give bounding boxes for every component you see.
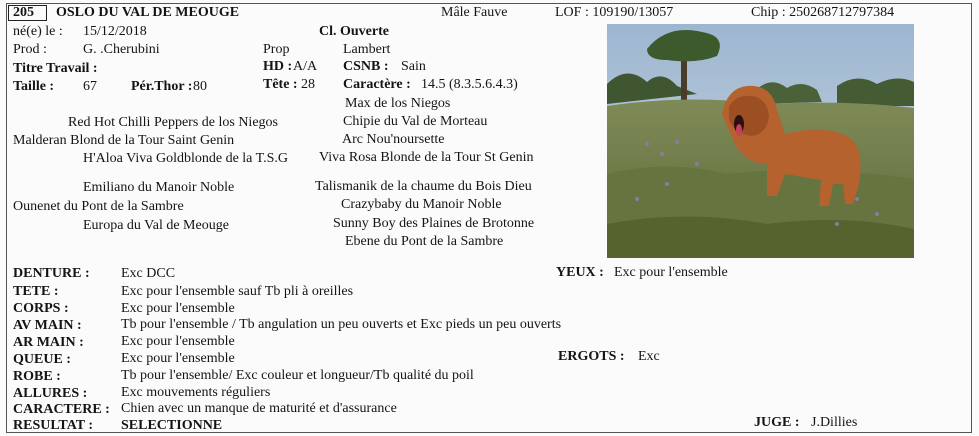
born-label: né(e) le : [13,24,63,39]
pedigree-g2: H'Aloa Viva Goldblonde de la T.S.G [83,151,289,166]
dog-name: OSLO DU VAL DE MEOUGE [56,5,240,20]
yeux-value: Exc pour l'ensemble [614,265,728,280]
eval-label-allures: ALLURES : [13,386,88,401]
prod-label: Prod : [13,42,47,57]
eval-value-queue: Exc pour l'ensemble [121,351,235,366]
yeux-label: YEUX : [556,265,604,280]
pedigree-gg6: Crazybaby du Manoir Noble [341,197,502,212]
eval-label-resultat: RESULTAT : [13,418,94,433]
sex-color: Mâle Fauve [441,5,508,20]
juge-label: JUGE : [754,415,800,430]
taille-label: Taille : [13,79,55,94]
titre-travail-label: Titre Travail : [13,61,98,76]
tete-value: 28 [301,77,315,92]
eval-label-tete: TETE : [13,284,59,299]
eval-label-corps: CORPS : [13,301,69,316]
caractere-label: Caractère : [343,77,411,92]
csnb-value: Sain [401,59,426,74]
pedigree-gg1: Max de los Niegos [345,96,451,111]
lof-number: LOF : 109190/13057 [555,5,674,20]
pedigree-g4: Europa du Val de Meouge [83,218,229,233]
eval-label-caractere: CARACTERE : [13,402,110,417]
perthor-value: 80 [193,79,207,94]
pedigree-gg2: Chipie du Val de Morteau [343,114,488,129]
perthor-label: Pér.Thor : [131,79,193,94]
pedigree-g3: Emiliano du Manoir Noble [83,180,235,195]
eval-value-robe: Tb pour l'ensemble/ Exc couleur et longueur/Tb qualité du poil [121,368,474,383]
eval-value-armain: Exc pour l'ensemble [121,334,235,349]
eval-label-armain: AR MAIN : [13,335,84,350]
caractere-value: 14.5 (8.3.5.6.4.3) [421,77,518,92]
prod-value: G. .Cherubini [83,42,160,57]
eval-value-corps: Exc pour l'ensemble [121,301,235,316]
eval-label-robe: ROBE : [13,369,61,384]
eval-value-allures: Exc mouvements réguliers [121,385,271,400]
dog-photo [607,24,914,258]
pedigree-sire: Malderan Blond de la Tour Saint Genin [13,133,235,148]
entry-number: 205 [8,5,47,21]
hd-value: A/A [293,59,318,74]
ergots-value: Exc [638,349,660,364]
eval-value-caractere: Chien avec un manque de maturité et d'assurance [121,401,397,416]
eval-value-denture: Exc DCC [121,266,176,281]
taille-value: 67 [83,79,97,94]
born-date: 15/12/2018 [83,24,147,39]
csnb-label: CSNB : [343,59,389,74]
hd-label: HD : [263,59,293,74]
eval-value-resultat: SELECTIONNE [121,418,223,433]
juge-value: J.Dillies [811,415,858,430]
pedigree-gg5: Talismanik de la chaume du Bois Dieu [315,179,532,194]
prop-label: Prop [263,42,290,57]
tete-label: Tête : [263,77,298,92]
pedigree-gg7: Sunny Boy des Plaines de Brotonne [333,216,535,231]
pedigree-g1: Red Hot Chilli Peppers de los Niegos [68,115,278,130]
prop-value: Lambert [343,42,391,57]
eval-label-queue: QUEUE : [13,352,71,367]
pedigree-gg3: Arc Nou'noursette [342,132,445,147]
pedigree-dam: Ounenet du Pont de la Sambre [13,199,184,214]
eval-label-avmain: AV MAIN : [13,318,82,333]
ergots-label: ERGOTS : [558,349,625,364]
eval-value-tete: Exc pour l'ensemble sauf Tb pli à oreilles [121,284,354,299]
pedigree-gg8: Ebene du Pont de la Sambre [345,234,504,249]
class-label: Cl. Ouverte [319,24,389,39]
eval-label-denture: DENTURE : [13,266,90,281]
chip-number: Chip : 250268712797384 [751,5,895,20]
eval-value-avmain: Tb pour l'ensemble / Tb angulation un peu ouverts et Exc pieds un peu ouverts [121,317,562,332]
pedigree-gg4: Viva Rosa Blonde de la Tour St Genin [319,150,534,165]
